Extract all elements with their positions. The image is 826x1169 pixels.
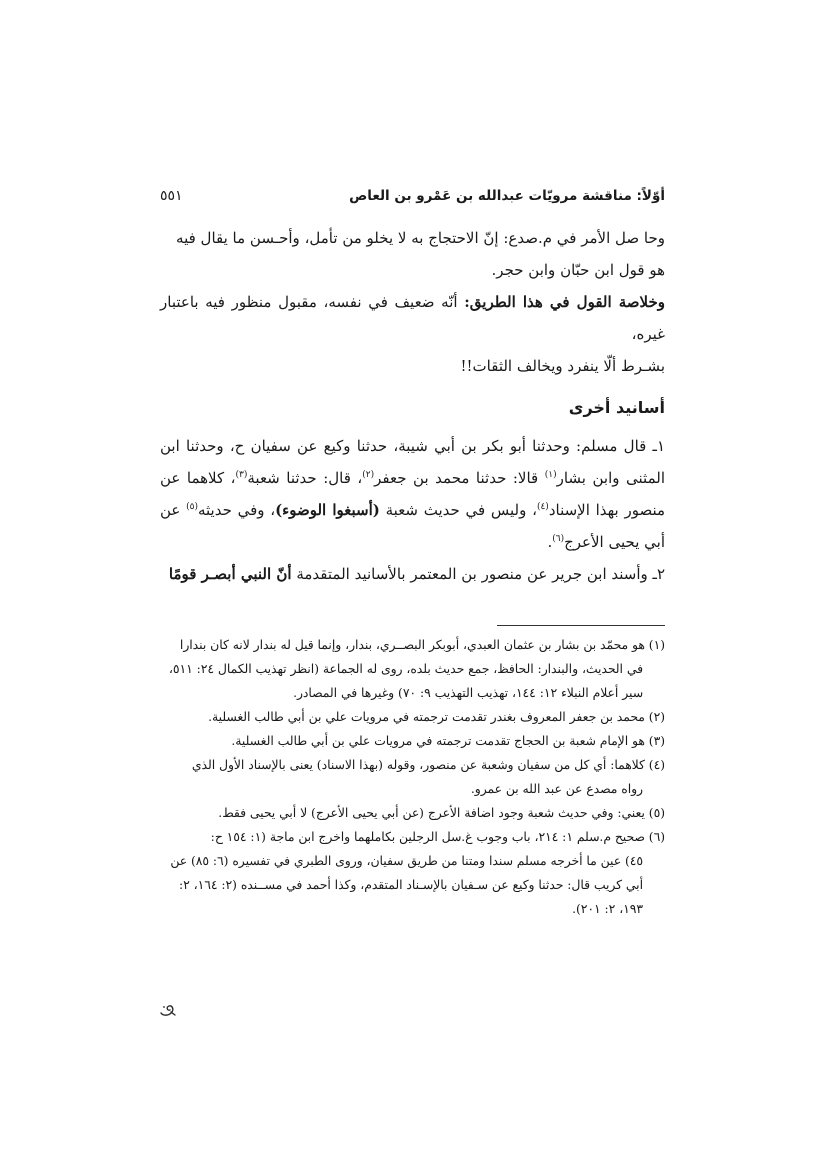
fn1-line-3: سير أعلام النبلاء ١٢: ١٤٤، تهذيب التهذيب ٩: ٧٠) وغيرها في المصادر. bbox=[293, 686, 643, 700]
paragraph-4 bbox=[160, 558, 665, 590]
p2-bold-lead: وخلاصة القول في هذا الطريق: bbox=[464, 293, 665, 311]
p1-line-1: وحا صل الأمر في م.صدع: إنّ الاحتجاج به لا يخلو من تأمل، وأحـسن ما يقال فيه bbox=[176, 229, 665, 247]
footnote-6-cont-c bbox=[160, 897, 665, 921]
footnote-1 bbox=[160, 633, 665, 657]
running-header bbox=[160, 184, 665, 208]
fn6-line-1: (٦) صحيح م.سلم ١: ٢١٤، باب وجوب غ.سل الرجلين بكاملهما واخرج ابن ماجة (١: ١٥٤ ح: bbox=[210, 830, 665, 844]
fn1-line-2: في الحديث، والبندار: الحافظ، جمع حديث بلده، روى له الجماعة (انظر تهذيب الكمال ٢٤: ٥١١، bbox=[168, 662, 643, 676]
fn1-line-1: (١) هو محمّد بن بشار بن عثمان العبدي، أبوبكر البصــري، بندار، وإنما قيل له بندار لانه كان بندارا bbox=[179, 638, 665, 652]
paragraph-1 bbox=[160, 222, 665, 286]
fn6-line-3: أبي كريب قال: حدثنا وكيع عن سـفيان بالإسـناد المتقدم، وكذا أحمد في مســنده (٢: ١٦٤، ٢: bbox=[179, 878, 643, 892]
footnote-ref-4[interactable]: (٤) bbox=[536, 502, 549, 512]
p3-bold-quote: (أسبغوا الوضوء) bbox=[275, 501, 380, 519]
footnote-ref-3[interactable]: (٣) bbox=[235, 470, 248, 480]
p3-part-d: ، كلاهما عن منصور بهذا الإسناد bbox=[160, 469, 666, 519]
footnote-6-cont-a bbox=[160, 849, 665, 873]
footnotes bbox=[160, 633, 665, 921]
body-text bbox=[160, 222, 665, 590]
p2-line-2: بشـرط ألّا ينفرد ويخالف الثقات!! bbox=[460, 357, 665, 375]
fn4-line-1: (٤) كلاهما: أي كل من سفيان وشعبة عن منصور، وقوله (بهذا الاسناد) يعنى بالإسناد الأول الذي bbox=[191, 758, 665, 772]
footnote-3: (٣) هو الإمام شعبة بن الحجاج تقدمت ترجمته في مرويات علي بن أبي طالب الغسلية. bbox=[231, 734, 665, 748]
running-title: أوّلاً: مناقشة مرويّات عبدالله بن عَمْرو بن العاص bbox=[349, 188, 665, 204]
footnote-separator bbox=[497, 625, 665, 626]
p3-part-a: ١ـ قال مسلم: وحدثنا أبو بكر بن أبي شيبة، حدثنا وكيع عن سفيان ح، وحدثنا ابن المثنى وابن بشار bbox=[160, 437, 665, 487]
p4-bold: أنّ النبي أبصـر قومًا bbox=[168, 565, 292, 583]
p3-part-c: ، قال: حدثنا شعبة bbox=[247, 469, 363, 487]
footnote-6 bbox=[160, 825, 665, 849]
footnote-1-cont-a bbox=[160, 657, 665, 681]
footnote-ref-1[interactable]: (١) bbox=[544, 470, 557, 480]
footnote-ref-6[interactable]: (٦) bbox=[552, 534, 565, 544]
footnote-5: (٥) يعني: وفي حديث شعبة وجود اضافة الأعرج (عن أبي يحيى الأعرج) لا أبي يحيى فقط. bbox=[218, 806, 665, 820]
fn6-line-4: ١٩٣، ٢: ٢٠١). bbox=[572, 902, 643, 916]
fn6-line-2: ٤٥) عين ما أخرجه مسلم سندا ومتنا من طريق سفيان، وروى الطبري في تفسيره (٦: ٨٥) عن bbox=[170, 854, 643, 868]
section-title: أسانيد أخرى bbox=[568, 398, 665, 417]
footnote-6-cont-b bbox=[160, 873, 665, 897]
footnote-4-cont bbox=[160, 777, 665, 801]
p3-part-f: ، وفي حديثه bbox=[197, 501, 276, 519]
page-number: ٥٥١ bbox=[160, 188, 183, 204]
paragraph-2 bbox=[160, 286, 665, 382]
paragraph-3 bbox=[160, 430, 665, 558]
fn4-line-2: رواه مصدع عن عبد الله بن عمرو. bbox=[470, 782, 643, 796]
p2-rest: أنّه ضعيف في نفسه، مقبول منظور فيه باعتبار غيره، bbox=[160, 293, 665, 343]
p3-part-b: قالا: حدثنا محمد بن جعفر bbox=[374, 469, 545, 487]
p3-part-e: ، وليس في حديث شعبة bbox=[379, 501, 537, 519]
p3-part-g: عن أبي يحيى الأعرج bbox=[160, 501, 665, 551]
footnote-1-cont-b bbox=[160, 681, 665, 705]
p1-line-2: هو قول ابن حبّان وابن حجر. bbox=[491, 261, 665, 279]
p3-part-h: . bbox=[547, 533, 553, 551]
footnote-ref-2[interactable]: (٢) bbox=[362, 470, 375, 480]
footnote-4 bbox=[160, 753, 665, 777]
p4-part-a: ٢ـ وأسند ابن جرير عن منصور بن المعتمر بالأسانيد المتقدمة bbox=[291, 565, 665, 583]
page-end-ornament-icon bbox=[158, 1000, 178, 1020]
footnote-2: (٢) محمد بن جعفر المعروف بغندر تقدمت ترجمته في مرويات علي بن أبي طالب الغسلية. bbox=[208, 710, 665, 724]
footnote-ref-5[interactable]: (٥) bbox=[186, 502, 198, 512]
